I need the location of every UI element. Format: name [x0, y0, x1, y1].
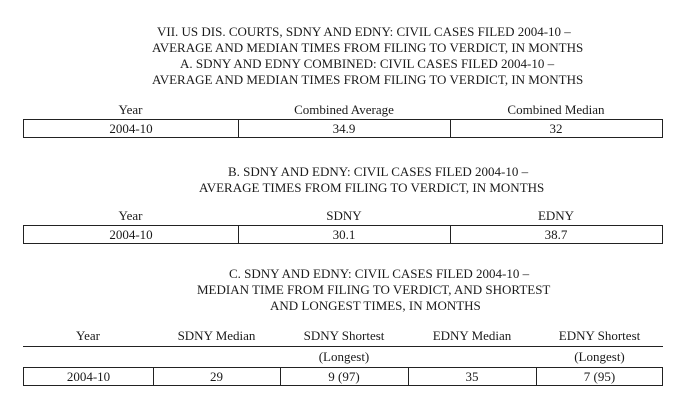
section-b-title-line-2: AVERAGE TIMES FROM FILING TO VERDICT, IN MONTHS: [199, 180, 545, 195]
table-a-row: [23, 119, 663, 138]
table-c-header-edny-median: EDNY Median: [432, 328, 512, 343]
table-b-row: [23, 225, 663, 244]
table-c-header-edny-shortest: EDNY Shortest: [558, 328, 641, 343]
section-c-title-line-1: C. SDNY AND EDNY: CIVIL CASES FILED 2004-10 –: [229, 266, 530, 281]
section-c-title-line-2: MEDIAN TIME FROM FILING TO VERDICT, AND SHORTEST: [197, 282, 551, 297]
main-title-line-4: AVERAGE AND MEDIAN TIMES FROM FILING TO VERDICT, IN MONTHS: [152, 72, 584, 87]
table-c-header-year: Year: [76, 328, 100, 343]
table-c-header-rule: [23, 346, 663, 347]
table-a-cell-combined-average: 34.9: [332, 121, 356, 136]
table-b-header-year: Year: [118, 208, 143, 223]
table-c-subheader-sdny-longest: (Longest): [318, 349, 370, 364]
main-title-line-1: VII. US DIS. COURTS, SDNY AND EDNY: CIVIL CASES FILED 2004-10 –: [157, 24, 571, 39]
table-c-header-sdny-median: SDNY Median: [177, 328, 256, 343]
table-c-cell-sdny-median: 29: [210, 369, 223, 384]
main-title-line-3: A. SDNY AND EDNY COMBINED: CIVIL CASES FILED 2004-10 –: [180, 56, 555, 71]
table-c-subheader-edny-longest: (Longest): [574, 349, 625, 364]
table-b-header-edny: EDNY: [537, 208, 575, 223]
table-b-cell-year: 2004-10: [109, 227, 153, 242]
table-b-cell-edny: 38.7: [544, 227, 568, 242]
table-a-header-combined-average: Combined Average: [294, 102, 394, 117]
table-c-cell-edny-median: 35: [465, 369, 479, 384]
table-c-cell-year: 2004-10: [66, 369, 111, 384]
section-b-title-line-1: B. SDNY AND EDNY: CIVIL CASES FILED 2004-10 –: [228, 164, 529, 179]
main-title-line-2: AVERAGE AND MEDIAN TIMES FROM FILING TO VERDICT, IN MONTHS: [152, 40, 584, 55]
table-a-header-combined-median: Combined Median: [507, 102, 605, 117]
table-a-cell-year: 2004-10: [109, 121, 153, 136]
table-c-row: [23, 367, 663, 386]
table-a-cell-combined-median: 32: [549, 121, 563, 136]
table-c-cell-edny-shortest: 7 (95): [583, 369, 616, 384]
table-b-cell-sdny: 30.1: [332, 227, 356, 242]
table-c-cell-sdny-shortest: 9 (97): [328, 369, 360, 384]
table-a-header-year: Year: [118, 102, 143, 117]
table-b-header-sdny: SDNY: [326, 208, 362, 223]
section-c-title-line-3: AND LONGEST TIMES, IN MONTHS: [270, 298, 481, 313]
table-c-header-sdny-shortest: SDNY Shortest: [303, 328, 385, 343]
